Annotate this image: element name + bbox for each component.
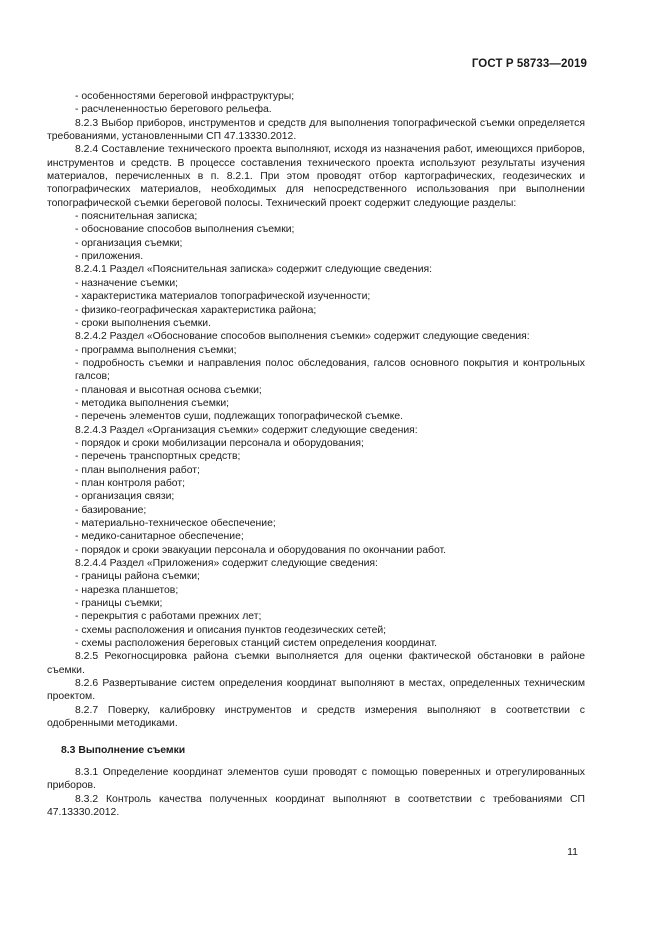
paragraph: 8.2.4.2 Раздел «Обоснование способов выполнения съемки» содержит следующие сведения: bbox=[75, 331, 530, 343]
page-number: 11 bbox=[567, 846, 578, 858]
paragraph: 8.2.4.1 Раздел «Пояснительная записка» содержит следующие сведения: bbox=[75, 264, 433, 276]
list-item: - медико-санитарное обеспечение; bbox=[75, 531, 244, 543]
list-item: - порядок и сроки мобилизации персонала и оборудования; bbox=[75, 437, 364, 449]
list-item: - нарезка планшетов; bbox=[75, 584, 179, 596]
list-item: - перечень элементов суши, подлежащих топографической съемке. bbox=[75, 411, 404, 423]
paragraph: 8.3.2 Контроль качества полученных координат выполняют в соответствии с требованиями СП 47.13330.2012. bbox=[47, 793, 585, 818]
list-item: - плановая и высотная основа съемки; bbox=[75, 384, 262, 396]
paragraph: 8.2.6 Развертывание систем определения координат выполняют в местах, определенных техническим проектом. bbox=[47, 678, 585, 703]
paragraph: 8.2.3 Выбор приборов, инструментов и средств для выполнения топографической съемки определяется требованиями, установленными СП 47.13330.2012. bbox=[47, 117, 585, 143]
document-standard-number: ГОСТ Р 58733—2019 bbox=[471, 58, 587, 70]
list-item: - приложения. bbox=[75, 251, 144, 263]
list-item: - пояснительная записка; bbox=[75, 211, 198, 223]
paragraph: 8.2.7 Поверку, калибровку инструментов и средств измерения выполняют в соответствии с одобренными методиками. bbox=[47, 704, 585, 730]
list-item: - план выполнения работ; bbox=[75, 464, 200, 476]
paragraph: 8.2.4.3 Раздел «Организация съемки» содержит следующие сведения: bbox=[75, 424, 418, 436]
list-item: - расчлененностью берегового рельефа. bbox=[75, 104, 272, 116]
list-item: - характеристика материалов топографической изученности; bbox=[75, 291, 371, 303]
list-item: - материально-техническое обеспечение; bbox=[75, 518, 276, 529]
list-item: - организация связи; bbox=[75, 491, 175, 503]
list-item: - обоснование способов выполнения съемки; bbox=[75, 224, 295, 236]
section-heading: 8.3 Выполнение съемки bbox=[61, 744, 186, 756]
paragraph: 8.2.5 Рекогносцировка района съемки выполняется для оценки фактической обстановки в районе съемки. bbox=[47, 651, 585, 676]
list-item: - перечень транспортных средств; bbox=[75, 451, 241, 463]
list-item: - сроки выполнения съемки. bbox=[75, 317, 211, 329]
list-item: - границы съемки; bbox=[75, 598, 163, 610]
list-item: - подробность съемки и направления полос обследования, галсов основного покрытия и контрольных галсов; bbox=[75, 357, 585, 383]
list-item: - особенностями береговой инфраструктуры; bbox=[75, 91, 295, 102]
paragraph: 8.2.4 Составление технического проекта выполняют, исходя из назначения работ, имеющихся приборов, инструментов и средств. В процессе составления технического проекта используют результаты изучения материалов, перечисленных в п. 8.2.1. При этом проводят отбор картографических, геодезических и топографических материалов, необходимых для непосредственного использования при выполнении топографической съемки береговой полосы. Технический проект содержит следующие разделы: bbox=[47, 144, 585, 209]
list-item: - план контроля работ; bbox=[75, 477, 185, 489]
list-item: - физико-географическая характеристика района; bbox=[75, 304, 317, 316]
list-item: - порядок и сроки эвакуации персонала и оборудования по окончании работ. bbox=[75, 544, 446, 556]
list-item: - организация съемки; bbox=[75, 237, 183, 249]
list-item: - перекрытия с работами прежних лет; bbox=[75, 611, 262, 623]
page-body bbox=[47, 90, 585, 819]
paragraph: 8.2.4.4 Раздел «Приложения» содержит следующие сведения: bbox=[75, 558, 378, 570]
paragraph: 8.3.1 Определение координат элементов суши проводят с помощью поверенных и отрегулированных приборов. bbox=[47, 766, 585, 792]
list-item: - схемы расположения береговых станций систем определения координат. bbox=[75, 638, 438, 650]
list-item: - программа выполнения съемки; bbox=[75, 344, 237, 356]
list-item: - методика выполнения съемки; bbox=[75, 397, 230, 409]
list-item: - назначение съемки; bbox=[75, 277, 179, 289]
list-item: - границы района съемки; bbox=[75, 571, 200, 583]
list-item: - базирование; bbox=[75, 504, 147, 516]
list-item: - схемы расположения и описания пунктов геодезических сетей; bbox=[75, 624, 387, 636]
